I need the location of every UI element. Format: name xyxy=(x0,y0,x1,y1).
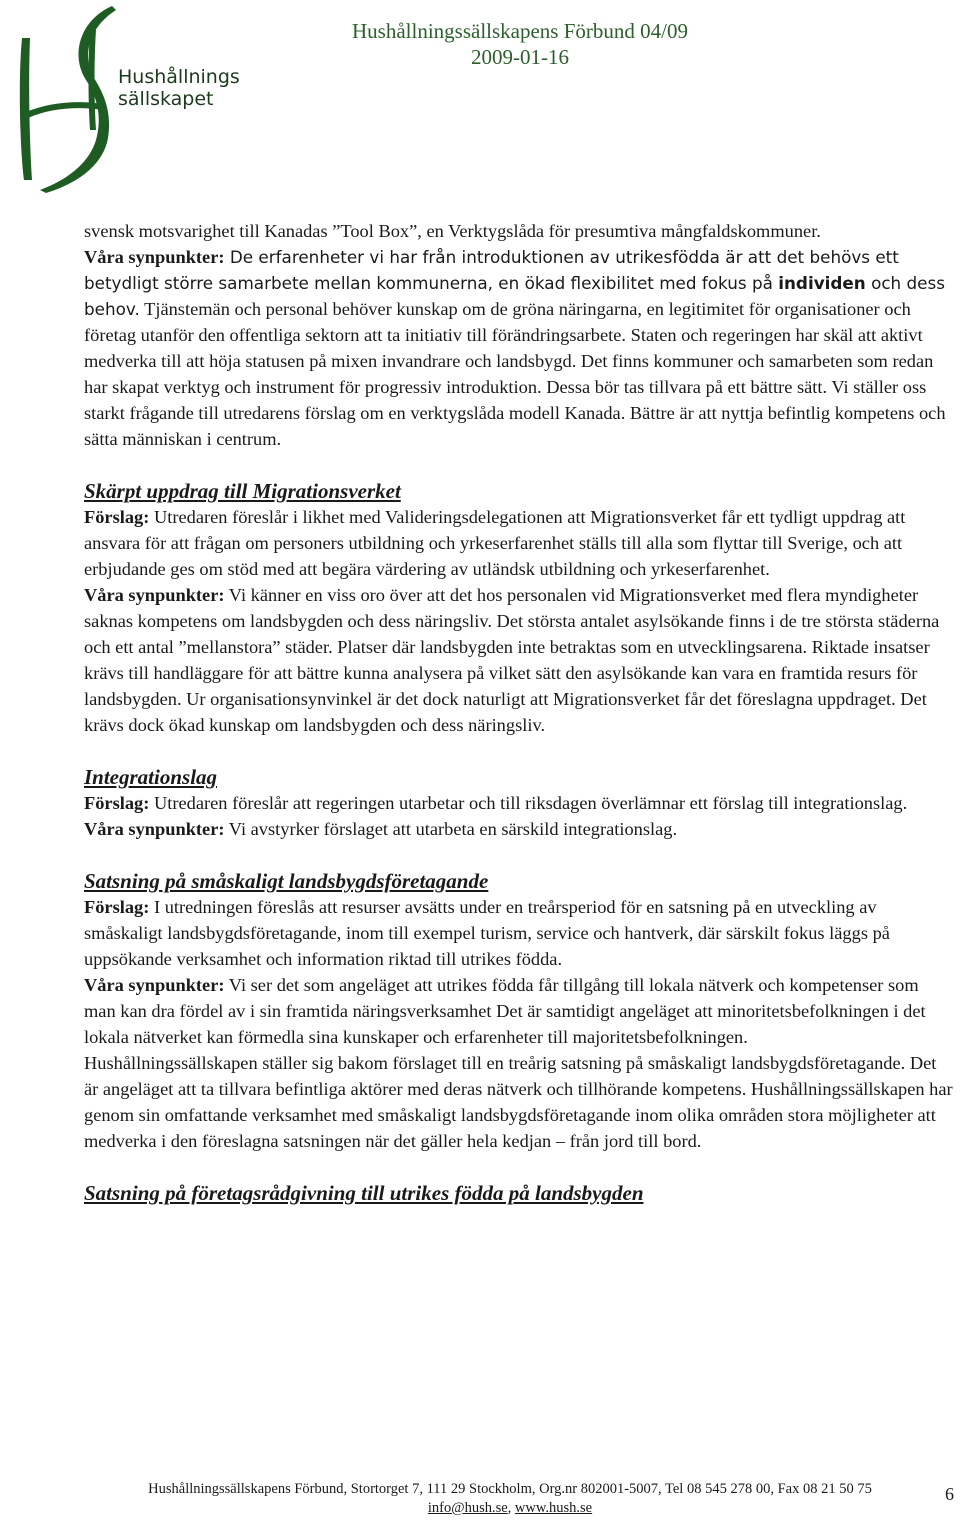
footer-address: Hushållningssällskapens Förbund, Stortorget 7, 111 29 Stockholm, Org.nr 802001-5007, Tel 08 545 278 00, Fax 08 21 50 75 xyxy=(148,1481,872,1497)
opinion-label: Våra synpunkter: xyxy=(84,819,225,839)
opinion-label: Våra synpunkter: xyxy=(84,247,225,267)
email-link[interactable]: info@hush.se xyxy=(427,1500,508,1516)
proposal-paragraph xyxy=(84,504,954,582)
opinion-paragraph xyxy=(84,582,954,738)
opinion-label: Våra synpunkter: xyxy=(84,585,225,605)
proposal-text: I utredningen föreslås att resurser avsätts under en treårsperiod för en satsning på en utveckling av småskaligt landsbygdsföretagande, inom till exempel turism, service och hantverk, där särskilt fokus läggs på uppsökande verksamhet och information riktad till utrikes födda. xyxy=(84,897,890,969)
intro-text-a: De erfarenheter vi har från introduktionen av utrikesfödda är att det behövs ett betydligt större samarbete mellan kommunerna, en ökad flexibilitet med fokus på xyxy=(84,247,899,293)
opinion-text: Vi känner en viss oro över att det hos personalen vid Migrationsverket med flera myndigheter saknas kompetens om landsbygden och dess näringsliv. Det största antalet asylsökande finns i de tre största städerna och ett antal ”mellanstora” städer. Platser där landsbygden inte betraktas som en utvecklingsarena. Riktade insatser krävs till handläggare för att bättre kunna analysera på vilket sätt den asylsökande kan vara en framtida resurs för landsbygden. Ur organisationsynvinkel är det dock naturligt att Migrationsverket får det föreslagna uppdraget. Det krävs dock ökad kunskap om landsbygden och dess näringsliv. xyxy=(84,585,940,735)
intro-text-c: och dess behov. xyxy=(84,273,945,319)
proposal-text: Utredaren föreslår i likhet med Valideringsdelegationen att Migrationsverket får ett tydligt uppdrag att ansvara för att frågan om personers utbildning och yrkeserfarenhet ställs till alla som flyttar till Sverige, och att erbjudande ges om stöd med att begära värdering av utländsk utbildning och yrkeserfarenhet. xyxy=(84,507,906,579)
document-header xyxy=(300,18,740,70)
proposal-paragraph xyxy=(84,894,954,972)
opinion-text: Vi ser det som angeläget att utrikes födda får tillgång till lokala nätverk och kompetenser som man kan dra fördel av i sin framtida näringsverksamhet Det är samtidigt angeläget att minoritetsbefolkningen i det lokala nätverket kan förmedla sina kunskaper och erfarenheter till majoritetsbefolkningen. xyxy=(84,975,926,1047)
section-heading: Integrationslag xyxy=(84,765,218,789)
section-heading: Satsning på företagsrådgivning till utrikes födda på landsbygden xyxy=(84,1181,644,1205)
opinion-paragraph xyxy=(84,816,954,842)
website-link[interactable]: www.hush.se xyxy=(514,1500,593,1516)
footer-separator: , xyxy=(507,1500,515,1516)
header-date: 2009-01-16 xyxy=(471,45,569,69)
statement-paragraph: Hushållningssällskapen ställer sig bakom förslaget till en treårig satsning på småskaligt landsbygdsföretagande. Det är angeläget att ta tillvara befintliga aktörer med deras nätverk och tillhörande kompetens. Hushållningssällskapen har genom sin omfattande verksamhet med småskaligt landsbygdsföretagande inom olika områden stora möjligheter att medverka i den föreslagna satsningen när det gäller hela kedjan – från jord till bord. xyxy=(84,1053,953,1151)
page-number: 6 xyxy=(945,1484,954,1504)
footer-contact xyxy=(100,1499,920,1518)
proposal-label: Förslag: xyxy=(84,897,150,917)
intro-emphasis: individen xyxy=(778,273,866,293)
proposal-text: Utredaren föreslår att regeringen utarbetar och till riksdagen överlämnar ett förslag till integrationslag. xyxy=(149,793,908,813)
intro-text-d: Tjänstemän och personal behöver kunskap om de gröna näringarna, en legitimitet för organisationer och företag utanför den offentliga sektorn att ta initiativ till förändringsarbete. Staten och regeringen har skäl att aktivt medverka till att höja statusen på mixen invandrare och landsbygd. Det finns kommuner och samarbeten som redan har skapat verktyg och instrument för progressiv introduktion. Dessa bör tas tillvara på ett bättre sätt. Vi ställer oss starkt frågande till utredarens förslag om en verktygslåda modell Kanada. Bättre är att nyttja befintlig kompetens och sätta människan i centrum. xyxy=(84,299,946,449)
opinion-paragraph xyxy=(84,972,954,1050)
proposal-label: Förslag: xyxy=(84,507,150,527)
opinion-text: Vi avstyrker förslaget att utarbeta en särskild integrationslag. xyxy=(224,819,678,839)
intro-paragraph-1: svensk motsvarighet till Kanadas ”Tool Box”, en Verktygslåda för presumtiva mångfaldskommuner. xyxy=(84,221,821,241)
logo-line-1: Hushållnings xyxy=(118,66,240,88)
intro-paragraph-2 xyxy=(84,244,954,452)
proposal-paragraph xyxy=(84,790,954,816)
header-organization: Hushållningssällskapens Förbund 04/09 xyxy=(352,19,688,43)
opinion-label: Våra synpunkter: xyxy=(84,975,225,995)
organization-logo xyxy=(0,0,250,195)
logo-text xyxy=(118,66,240,110)
document-body xyxy=(84,218,954,1206)
section-heading: Satsning på småskaligt landsbygdsföretagande xyxy=(84,869,489,893)
proposal-label: Förslag: xyxy=(84,793,150,813)
section-heading: Skärpt uppdrag till Migrationsverket xyxy=(84,479,401,503)
logo-line-2: sällskapet xyxy=(118,88,214,110)
page-footer xyxy=(100,1480,920,1518)
